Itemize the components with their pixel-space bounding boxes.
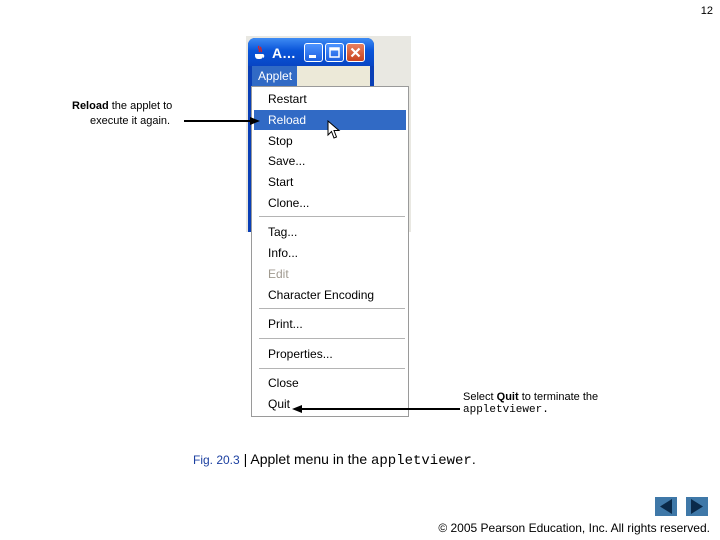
- copyright-notice: © 2005 Pearson Education, Inc. All rights reserved.: [438, 521, 710, 535]
- maximize-icon: [326, 44, 343, 61]
- menu-item-quit[interactable]: Quit: [268, 397, 291, 411]
- previous-slide-icon: [655, 497, 677, 516]
- menu-item-info[interactable]: Info...: [268, 246, 299, 260]
- quit-arrow: [292, 400, 460, 418]
- java-icon: [252, 44, 268, 60]
- next-slide-icon: [686, 497, 708, 516]
- next-slide-button[interactable]: [686, 497, 708, 516]
- reload-arrow: [184, 112, 260, 130]
- menu-item-restart[interactable]: Restart: [268, 92, 307, 106]
- menu-item-properties[interactable]: Properties...: [268, 347, 333, 361]
- quit-callout: Select Quit to terminate the: [463, 391, 599, 403]
- window-title: A...: [272, 45, 296, 61]
- menu-item-save[interactable]: Save...: [268, 154, 306, 168]
- menu-item-character-encoding[interactable]: Character Encoding: [268, 288, 375, 302]
- previous-slide-button[interactable]: [655, 497, 677, 516]
- menu-item-clone[interactable]: Clone...: [268, 196, 310, 210]
- menu-item-print[interactable]: Print...: [268, 317, 303, 331]
- menu-separator: [259, 368, 405, 370]
- minimize-icon: [305, 44, 322, 61]
- menu-separator: [259, 338, 405, 340]
- figure-caption: Fig. 20.3 | Applet menu in the appletviewer.: [193, 451, 476, 469]
- menu-item-start[interactable]: Start: [268, 175, 294, 189]
- maximize-button[interactable]: [325, 43, 344, 62]
- page-number: 12: [700, 5, 713, 17]
- menu-separator: [259, 216, 405, 218]
- mouse-pointer-icon: [327, 120, 341, 145]
- menu-item-reload[interactable]: Reload: [254, 110, 406, 130]
- minimize-button[interactable]: [304, 43, 323, 62]
- quit-callout-code: appletviewer.: [463, 404, 549, 416]
- reload-callout: Reload the applet to: [72, 100, 173, 112]
- menu-item-edit: Edit: [268, 267, 289, 281]
- reload-callout-line2: execute it again.: [90, 115, 171, 127]
- close-icon: [347, 44, 364, 61]
- menu-item-tag[interactable]: Tag...: [268, 225, 298, 239]
- menu-separator: [259, 308, 405, 310]
- menu-item-close[interactable]: Close: [268, 376, 299, 390]
- applet-menu[interactable]: Applet: [252, 66, 297, 86]
- caption-figure-number: Fig. 20.3: [193, 453, 240, 467]
- menu-item-stop[interactable]: Stop: [268, 134, 293, 148]
- close-button[interactable]: [346, 43, 365, 62]
